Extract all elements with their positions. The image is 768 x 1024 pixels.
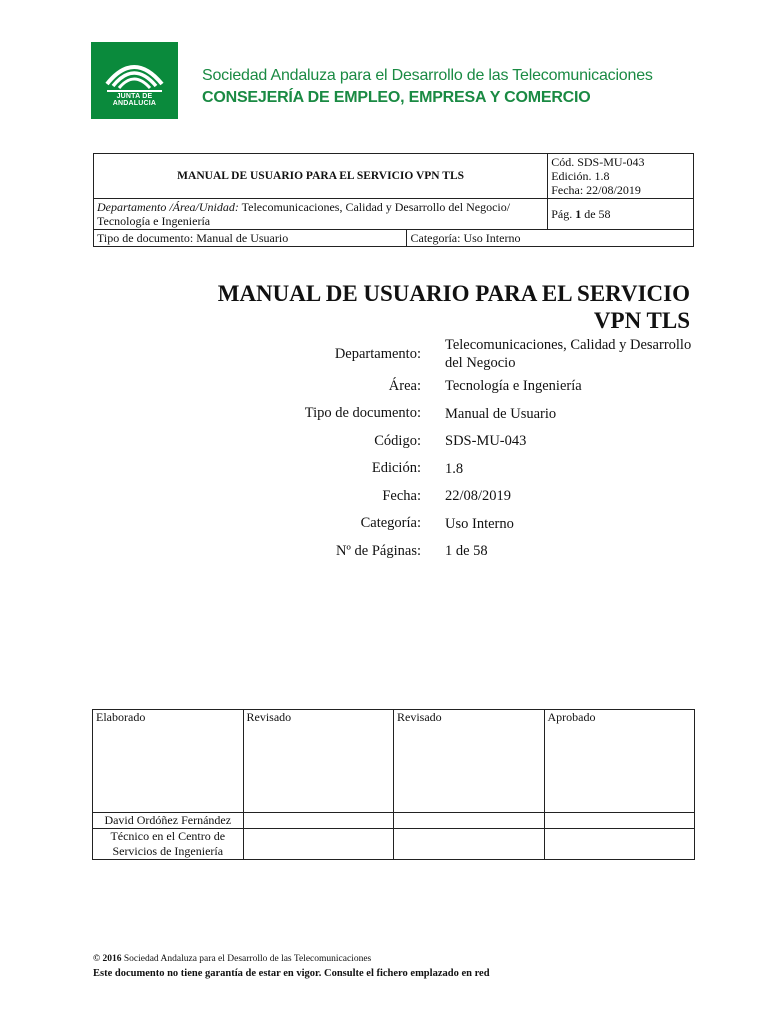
department-label: Departamento /Área/Unidad: (97, 200, 239, 214)
doc-type-cell: Tipo de documento: Manual de Usuario (94, 230, 407, 247)
table-row (93, 829, 695, 860)
meta-value: Uso Interno (445, 515, 514, 532)
copyright-mark: © 2016 (93, 954, 122, 964)
meta-label: Nº de Páginas: (335, 542, 421, 559)
page-prefix: Pág. (551, 207, 576, 221)
table-row (93, 710, 695, 813)
empty-cell (243, 829, 394, 860)
header-edition: Edición. 1.8 (551, 169, 610, 183)
meta-row (200, 537, 700, 565)
meta-value: 22/08/2019 (445, 488, 512, 504)
meta-row (200, 427, 700, 455)
sig-header-aprobado: Aprobado (544, 710, 695, 813)
sig-header-revisado: Revisado (243, 710, 394, 813)
meta-label: Tipo de documento: (304, 405, 421, 421)
footer-copyright (93, 954, 371, 964)
category-cell: Categoría: Uso Interno (407, 230, 694, 247)
org-name: Sociedad Andaluza para el Desarrollo de las Telecomunicaciones (202, 67, 653, 84)
sig-header-elaborado: Elaborado (93, 710, 244, 813)
sig-role: Técnico en el Centro de Servicios de Ingeniería (93, 829, 244, 860)
meta-label: Fecha: (382, 487, 421, 504)
department-name: CONSEJERÍA DE EMPLEO, EMPRESA Y COMERCIO (202, 89, 591, 106)
meta-label: Departamento: (334, 345, 421, 362)
main-title-line2: VPN TLS (593, 308, 690, 333)
meta-row (200, 400, 700, 427)
meta-value: Tecnología e Ingeniería (445, 378, 582, 394)
department-value: Telecomunicaciones, Calidad y Desarrollo del Negocio/ Tecnología e Ingeniería (97, 200, 511, 228)
copyright-text: Sociedad Andaluza para el Desarrollo de las Telecomunicaciones (121, 954, 372, 964)
header-code: Cód. SDS-MU-043 (551, 155, 645, 169)
main-title-line1: MANUAL DE USUARIO PARA EL SERVICIO (217, 281, 690, 306)
meta-value: 1 de 58 (445, 543, 488, 559)
meta-value: Telecomunicaciones, Calidad y Desarrollo del Negocio (445, 337, 692, 371)
meta-row (200, 372, 700, 400)
logo-caption: JUNTA DE ANDALUCIA (112, 93, 157, 107)
meta-label: Área: (388, 377, 421, 394)
meta-label: Categoría: (360, 515, 421, 531)
signature-table (92, 709, 695, 860)
empty-cell (544, 829, 695, 860)
page-number-cell (548, 199, 694, 230)
main-title (170, 280, 690, 334)
document-metadata (200, 336, 700, 565)
header-date: Fecha: 22/08/2019 (551, 183, 641, 197)
empty-cell (394, 813, 545, 829)
meta-value: SDS-MU-043 (445, 433, 527, 449)
sig-header-revisado: Revisado (394, 710, 545, 813)
footer-disclaimer: Este documento no tiene garantía de estar en vigor. Consulte el fichero emplazado en red (93, 968, 490, 979)
meta-value: 1.8 (445, 460, 464, 477)
empty-cell (243, 813, 394, 829)
page-number: 1 (575, 207, 582, 221)
empty-cell (544, 813, 695, 829)
arch-emblem-icon (91, 42, 178, 119)
header-department-cell (94, 199, 548, 230)
header-title: MANUAL DE USUARIO PARA EL SERVICIO VPN TLS (94, 154, 548, 199)
meta-row (200, 510, 700, 537)
document-header-table (93, 153, 694, 247)
page-total: de 58 (581, 207, 611, 221)
empty-cell (394, 829, 545, 860)
meta-value: Manual de Usuario (445, 405, 557, 422)
sig-name: David Ordóñez Fernández (93, 813, 244, 829)
meta-row (200, 455, 700, 482)
table-row (93, 813, 695, 829)
header-code-cell (548, 154, 694, 199)
junta-logo (91, 42, 178, 119)
meta-row (200, 482, 700, 510)
meta-row (200, 336, 700, 372)
meta-label: Edición: (371, 460, 421, 476)
meta-label: Código: (374, 432, 421, 449)
